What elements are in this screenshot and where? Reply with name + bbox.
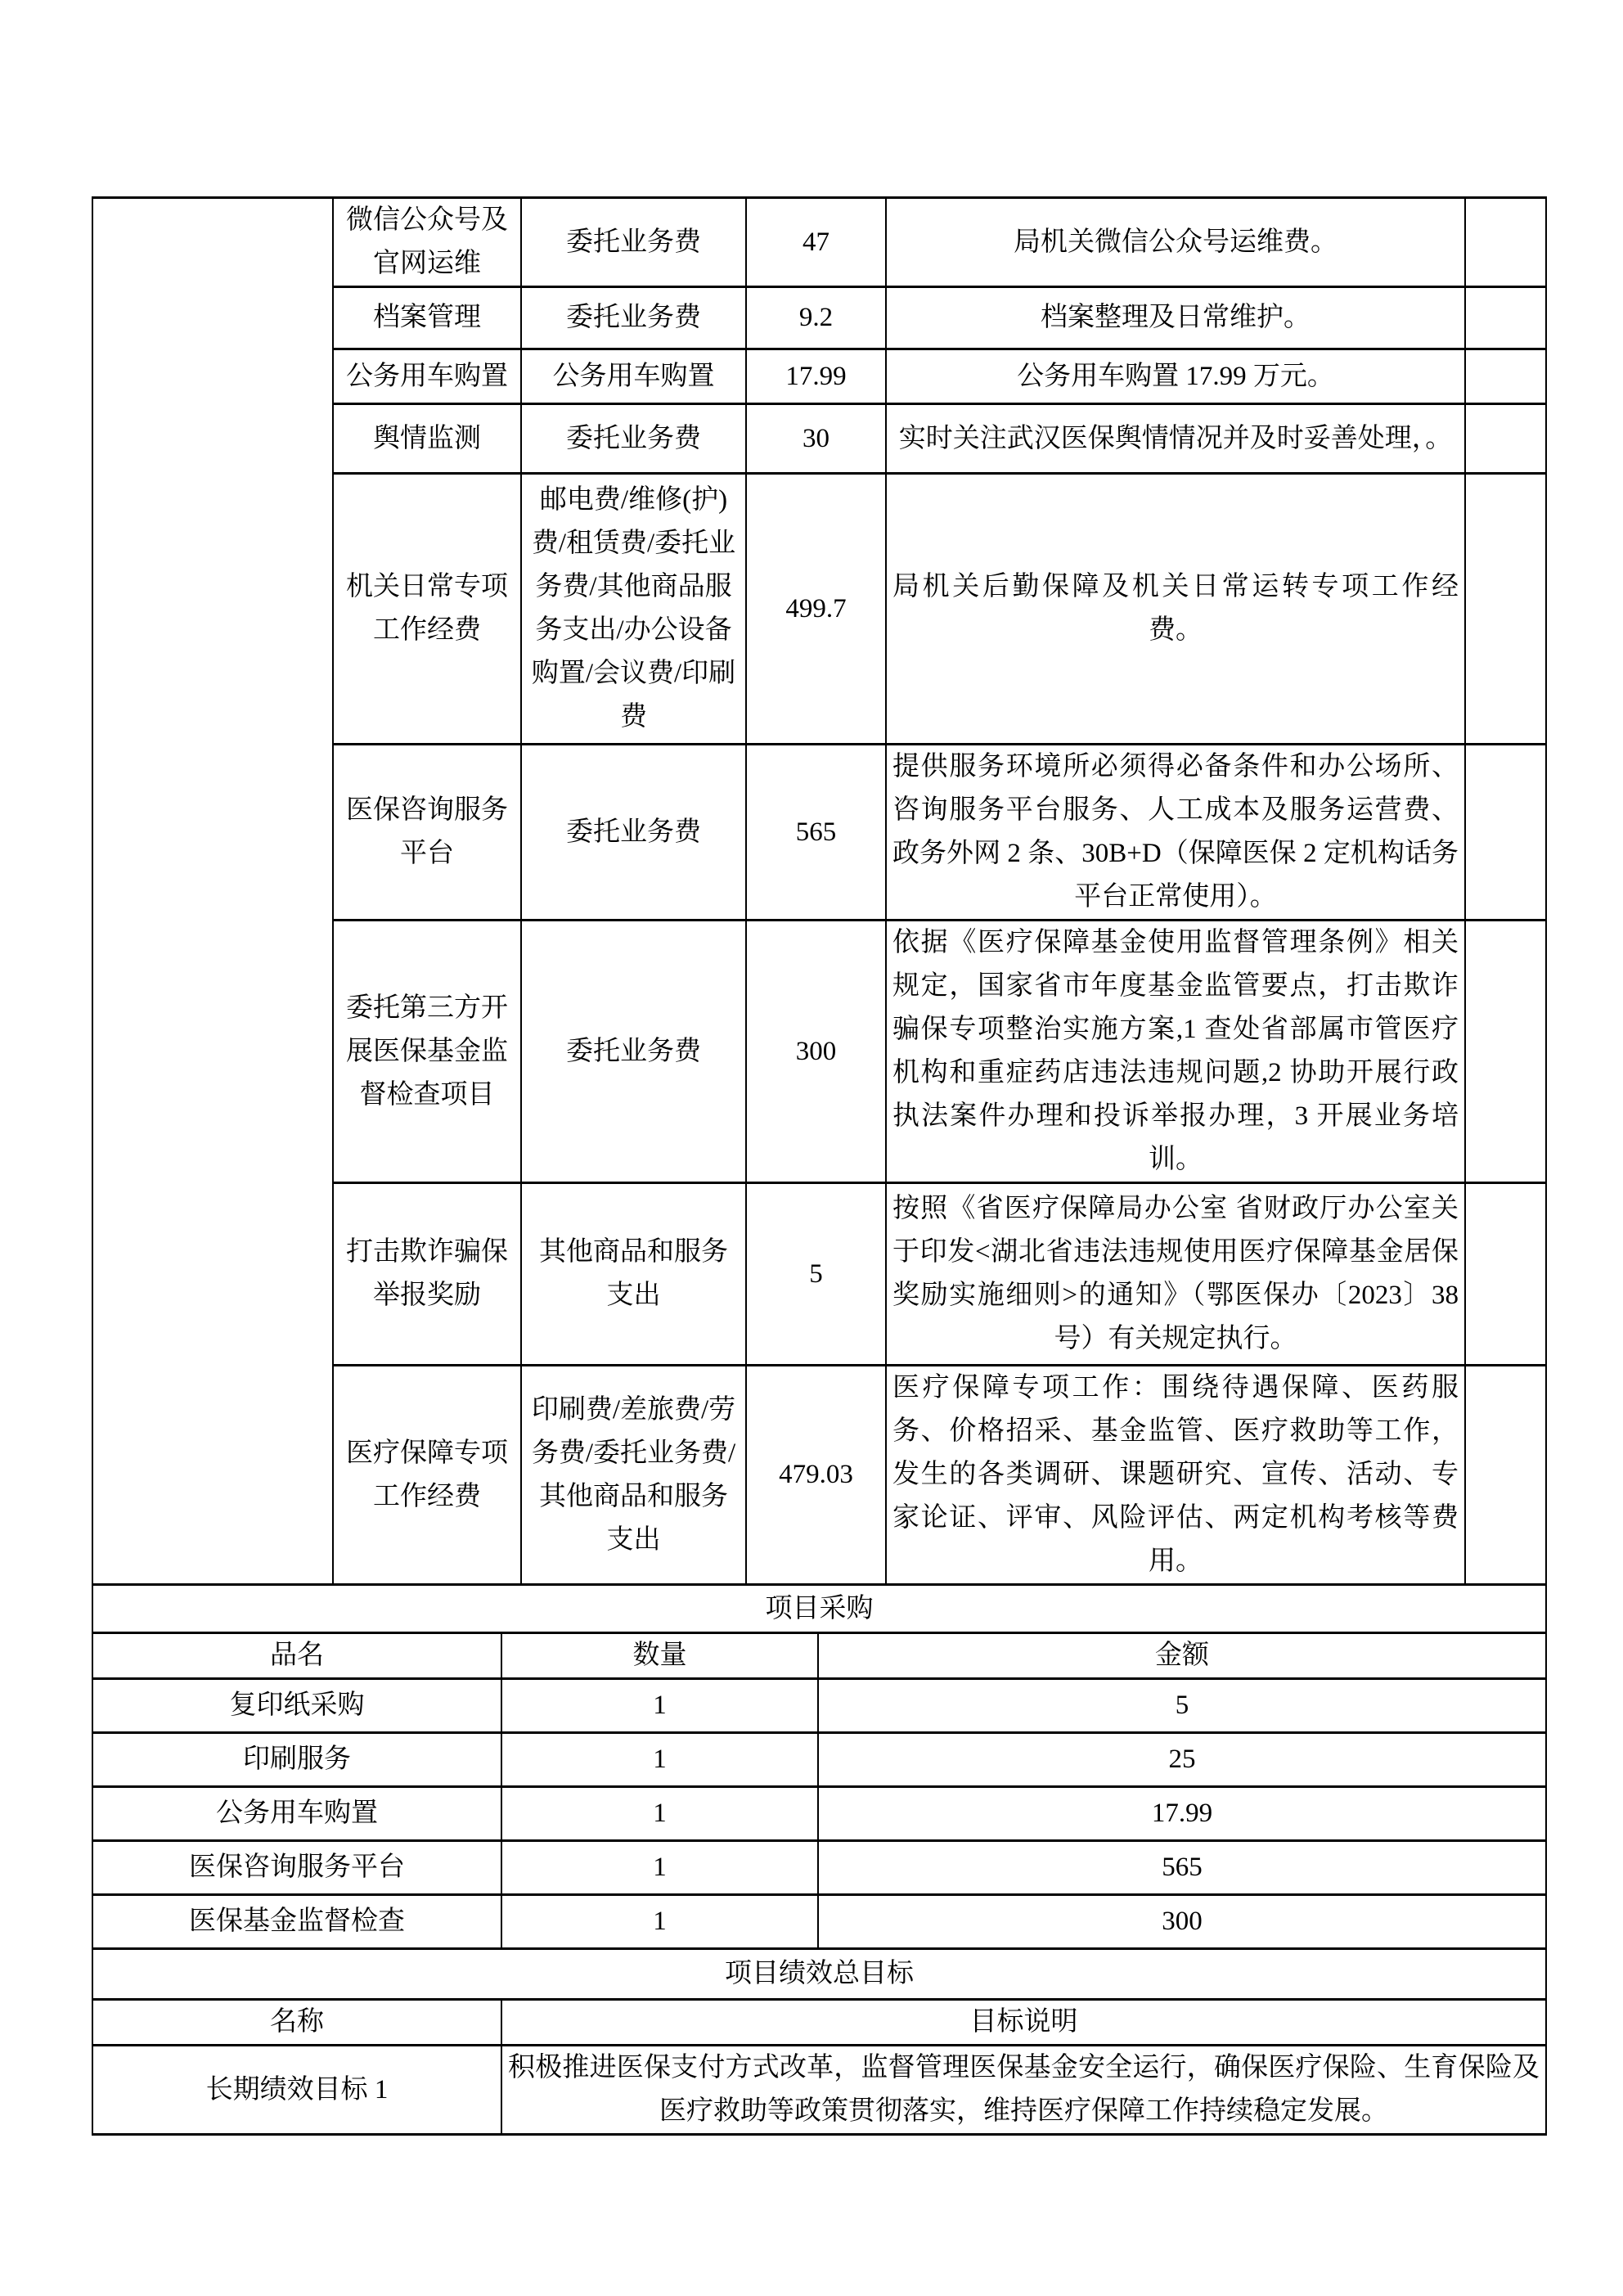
economic-category-cell: 公务用车购置 xyxy=(521,349,746,404)
item-name-cell: 复印纸采购 xyxy=(92,1679,501,1733)
empty-cell xyxy=(1465,404,1546,474)
procurement-table xyxy=(92,1583,1547,1950)
empty-cell xyxy=(1465,287,1546,349)
amount-cell: 499.7 xyxy=(746,474,886,745)
item-name-cell: 印刷服务 xyxy=(92,1733,501,1787)
section-title: 项目绩效总目标 xyxy=(92,1949,1546,2000)
economic-category-cell: 委托业务费 xyxy=(521,198,746,287)
item-name-cell: 医保咨询服务平台 xyxy=(92,1841,501,1895)
column-header-goal-description: 目标说明 xyxy=(501,2000,1546,2046)
project-expense-detail-table xyxy=(92,196,1547,1586)
empty-cell xyxy=(1465,474,1546,745)
empty-cell xyxy=(1465,1366,1546,1585)
amount-cell: 17.99 xyxy=(746,349,886,404)
project-name-cell: 公务用车购置 xyxy=(333,349,521,404)
economic-category-cell: 邮电费/维修(护)费/租赁费/委托业务费/其他商品服务支出/办公设备购置/会议费/印刷费 xyxy=(521,474,746,745)
amount-cell: 565 xyxy=(818,1841,1546,1895)
description-cell: 依据《医疗保障基金使用监督管理条例》相关规定，国家省市年度基金监管要点，打击欺诈骗保专项整治实施方案,1 查处省部属市管医疗机构和重症药店违法违规问题,2 协助开展行政执法案件办理和投诉举报办理，3 开展业务培训。 xyxy=(886,921,1465,1183)
merged-left-cell xyxy=(92,198,333,1585)
project-name-cell: 档案管理 xyxy=(333,287,521,349)
budget-project-sheet xyxy=(92,196,1545,2136)
amount-cell: 30 xyxy=(746,404,886,474)
description-cell: 公务用车购置 17.99 万元。 xyxy=(886,349,1465,404)
table-row xyxy=(92,1733,1546,1787)
economic-category-cell: 委托业务费 xyxy=(521,745,746,921)
project-name-cell: 医疗保障专项工作经费 xyxy=(333,1366,521,1585)
item-name-cell: 医保基金监督检查 xyxy=(92,1895,501,1949)
project-name-cell: 舆情监测 xyxy=(333,404,521,474)
description-cell: 档案整理及日常维护。 xyxy=(886,287,1465,349)
quantity-cell: 1 xyxy=(501,1787,818,1841)
empty-cell xyxy=(1465,921,1546,1183)
section-title: 项目采购 xyxy=(92,1585,1546,1633)
table-row xyxy=(92,2000,1546,2046)
empty-cell xyxy=(1465,745,1546,921)
project-name-cell: 医保咨询服务平台 xyxy=(333,745,521,921)
economic-category-cell: 委托业务费 xyxy=(521,921,746,1183)
table-row xyxy=(92,1585,1546,1633)
description-cell: 提供服务环境所必须得必备条件和办公场所、咨询服务平台服务、人工成本及服务运营费、政务外网 2 条、30B+D（保障医保 2 定机构话务平台正常使用）。 xyxy=(886,745,1465,921)
empty-cell xyxy=(1465,349,1546,404)
table-row xyxy=(92,1679,1546,1733)
project-name-cell: 微信公众号及官网运维 xyxy=(333,198,521,287)
column-header-quantity: 数量 xyxy=(501,1633,818,1679)
project-name-cell: 打击欺诈骗保举报奖励 xyxy=(333,1183,521,1366)
table-row xyxy=(92,1787,1546,1841)
column-header-amount: 金额 xyxy=(818,1633,1546,1679)
table-row xyxy=(92,1633,1546,1679)
item-name-cell: 公务用车购置 xyxy=(92,1787,501,1841)
amount-cell: 300 xyxy=(746,921,886,1183)
project-name-cell: 委托第三方开展医保基金监督检查项目 xyxy=(333,921,521,1183)
empty-cell xyxy=(1465,198,1546,287)
amount-cell: 5 xyxy=(818,1679,1546,1733)
amount-cell: 9.2 xyxy=(746,287,886,349)
amount-cell: 565 xyxy=(746,745,886,921)
economic-category-cell: 其他商品和服务支出 xyxy=(521,1183,746,1366)
quantity-cell: 1 xyxy=(501,1679,818,1733)
empty-cell xyxy=(1465,1183,1546,1366)
description-cell: 实时关注武汉医保舆情情况并及时妥善处理，。 xyxy=(886,404,1465,474)
column-header-name: 品名 xyxy=(92,1633,501,1679)
goal-description-cell: 积极推进医保支付方式改革，监督管理医保基金安全运行，确保医疗保险、生育保险及医疗救助等政策贯彻落实，维持医疗保障工作持续稳定发展。 xyxy=(501,2046,1546,2135)
column-header-name: 名称 xyxy=(92,2000,501,2046)
goal-name-cell: 长期绩效目标 1 xyxy=(92,2046,501,2135)
amount-cell: 5 xyxy=(746,1183,886,1366)
description-cell: 局机关微信公众号运维费。 xyxy=(886,198,1465,287)
economic-category-cell: 委托业务费 xyxy=(521,287,746,349)
economic-category-cell: 委托业务费 xyxy=(521,404,746,474)
table-row xyxy=(92,2046,1546,2135)
table-row xyxy=(92,198,1546,287)
amount-cell: 25 xyxy=(818,1733,1546,1787)
description-cell: 医疗保障专项工作：围绕待遇保障、医药服务、价格招采、基金监管、医疗救助等工作，发生的各类调研、课题研究、宣传、活动、专家论证、评审、风险评估、两定机构考核等费用。 xyxy=(886,1366,1465,1585)
quantity-cell: 1 xyxy=(501,1895,818,1949)
amount-cell: 300 xyxy=(818,1895,1546,1949)
amount-cell: 47 xyxy=(746,198,886,287)
economic-category-cell: 印刷费/差旅费/劳务费/委托业务费/其他商品和服务支出 xyxy=(521,1366,746,1585)
description-cell: 局机关后勤保障及机关日常运转专项工作经费。 xyxy=(886,474,1465,745)
table-row xyxy=(92,1895,1546,1949)
performance-goal-table xyxy=(92,1947,1547,2136)
table-row xyxy=(92,1949,1546,2000)
amount-cell: 17.99 xyxy=(818,1787,1546,1841)
quantity-cell: 1 xyxy=(501,1841,818,1895)
amount-cell: 479.03 xyxy=(746,1366,886,1585)
description-cell: 按照《省医疗保障局办公室 省财政厅办公室关于印发<湖北省违法违规使用医疗保障基金居保奖励实施细则>的通知》（鄂医保办〔2023〕38 号）有关规定执行。 xyxy=(886,1183,1465,1366)
project-name-cell: 机关日常专项工作经费 xyxy=(333,474,521,745)
table-row xyxy=(92,1841,1546,1895)
quantity-cell: 1 xyxy=(501,1733,818,1787)
